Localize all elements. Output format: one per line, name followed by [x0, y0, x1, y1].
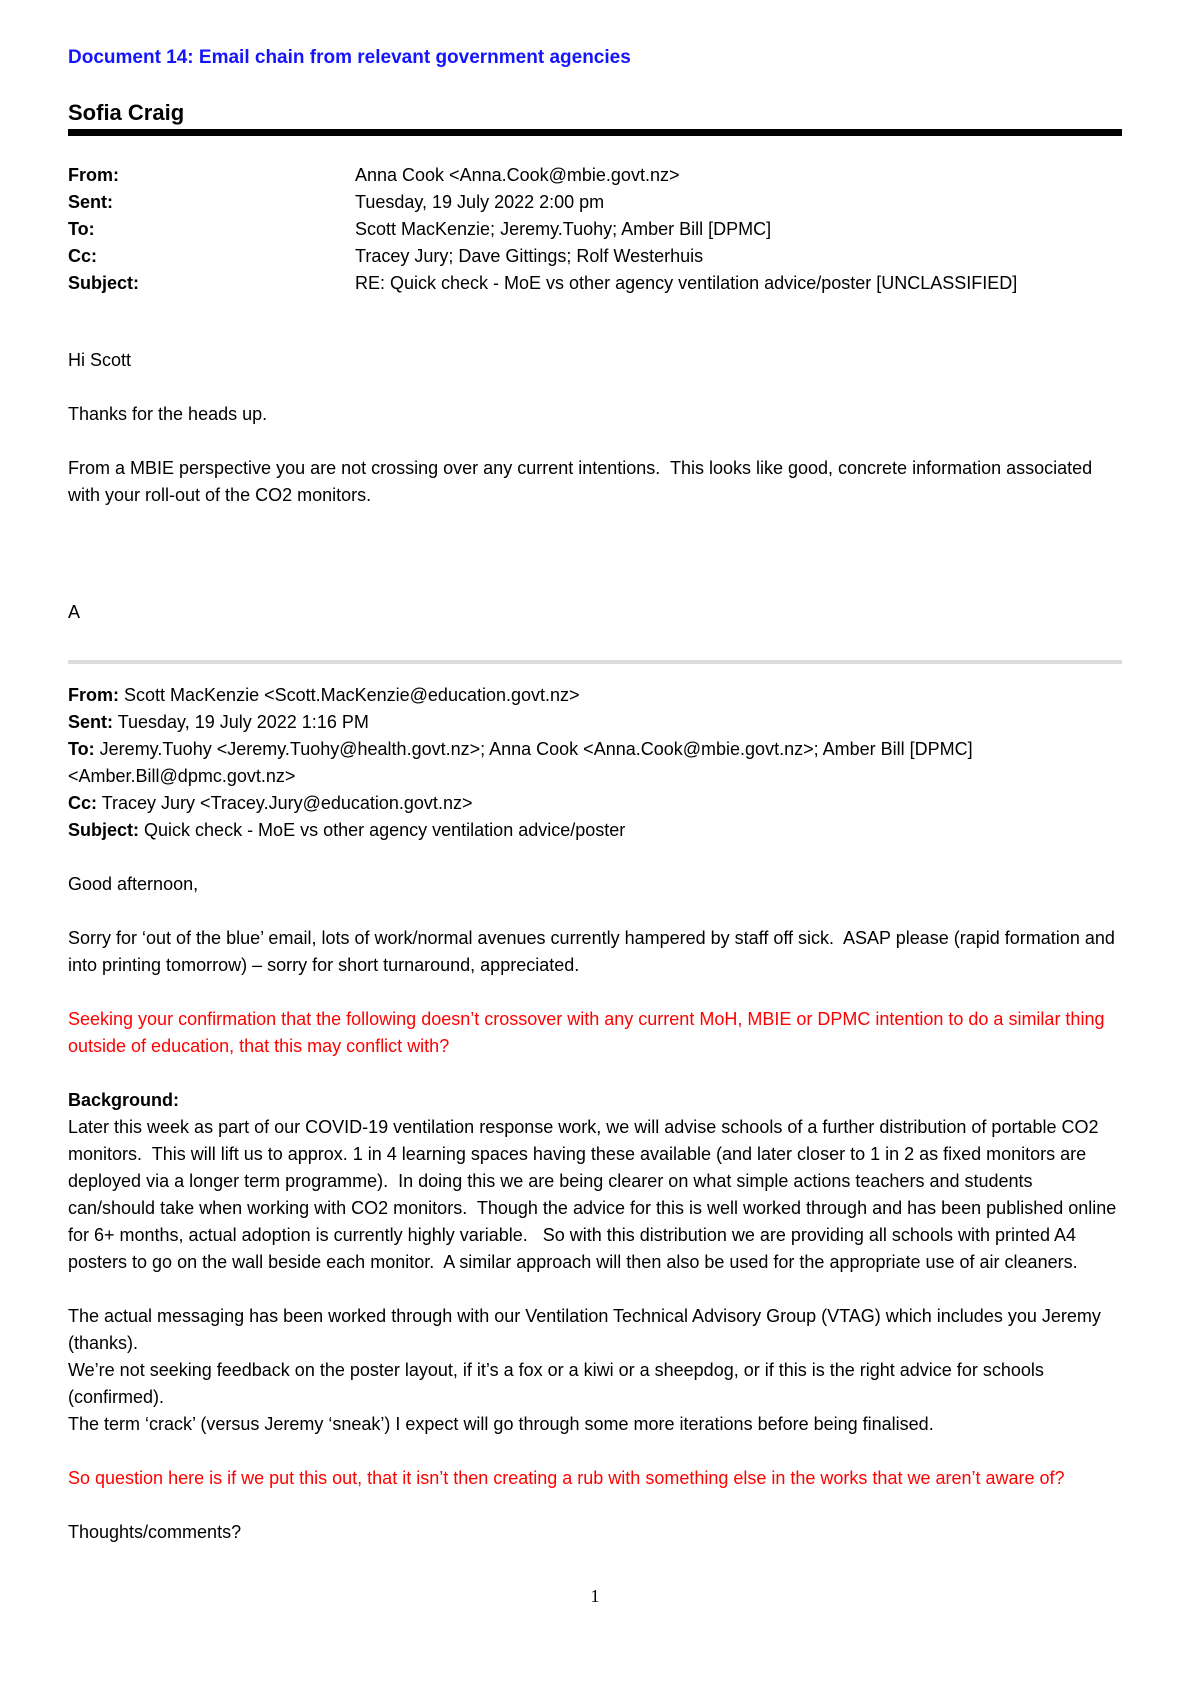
email2-subject-value: Quick check - MoE vs other agency ventilation advice/poster: [144, 820, 626, 840]
email1-para-thanks: Thanks for the heads up.: [68, 404, 268, 424]
email2-para-thoughts: Thoughts/comments?: [68, 1522, 242, 1542]
email1-cc-label: Cc:: [68, 246, 98, 266]
email1-sent-label: Sent:: [68, 192, 113, 212]
email2-from-value: Scott MacKenzie <Scott.MacKenzie@education.govt.nz>: [124, 685, 580, 705]
email1-sent-value: Tuesday, 19 July 2022 2:00 pm: [355, 192, 605, 212]
email2-to-line: [68, 736, 1122, 790]
email2-greeting: Good afternoon,: [68, 874, 199, 894]
email1-subject-label: Subject:: [68, 273, 140, 293]
email1-subject-row: [68, 270, 1122, 297]
document-title: Document 14: Email chain from relevant government agencies: [68, 47, 631, 68]
email2-sent-label: Sent:: [68, 712, 113, 732]
email2-para-crack: The term ‘crack’ (versus Jeremy ‘sneak’) I expect will go through some more iterations before being finalised.: [68, 1414, 934, 1434]
email2-para-seeking: Seeking your confirmation that the following doesn’t crossover with any current MoH, MBIE or DPMC intention to do a similar thing outside of education, that this may conflict with?: [68, 1009, 1110, 1056]
email1-para-mbie: From a MBIE perspective you are not crossing over any current intentions. This looks like good, concrete information associated with your roll-out of the CO2 monitors.: [68, 458, 1098, 505]
email2-from-line: [68, 682, 1122, 709]
email2-cc-label: Cc:: [68, 793, 98, 813]
email1-greeting: Hi Scott: [68, 350, 132, 370]
email2-para-background: Later this week as part of our COVID-19 ventilation response work, we will advise schools of a further distribution of portable CO2 monitors. This will lift us to approx. 1 in 4 learning spaces having these available (and later closer to 1 in 2 as fixed monitors are deployed via a longer term programme). In doing this we are being clearer on what simple actions teachers and students can/should take when working with CO2 monitors. Though the advice for this is well worked through and has been published online for 6+ months, actual adoption is currently highly variable. So with this distribution we are providing all schools with printed A4 posters to go on the wall beside each monitor. A similar approach will then also be used for the appropriate use of air cleaners.: [68, 1117, 1122, 1272]
email1-cc-value: Tracey Jury; Dave Gittings; Rolf Westerhuis: [355, 246, 704, 266]
email1-to-value: Scott MacKenzie; Jeremy.Tuohy; Amber Bill [DPMC]: [355, 219, 772, 239]
email1-cc-row: [68, 243, 1122, 270]
email1-from-value: Anna Cook <Anna.Cook@mbie.govt.nz>: [355, 165, 680, 185]
email2-from-label: From:: [68, 685, 119, 705]
email1-from-row: [68, 162, 1122, 189]
email2-para-feedback: We’re not seeking feedback on the poster layout, if it’s a fox or a kiwi or a sheepdog, or if this is the right advice for schools (confirmed).: [68, 1360, 1049, 1407]
email1-to-row: [68, 216, 1122, 243]
email2-sent-value: Tuesday, 19 July 2022 1:16 PM: [117, 712, 369, 732]
recipient-name-header: Sofia Craig: [68, 101, 1122, 136]
email2-subject-line: [68, 817, 1122, 844]
email2-header-block: [68, 682, 1122, 844]
email2-cc-line: [68, 790, 1122, 817]
page-number: 1: [590, 1586, 600, 1606]
email1-to-label: To:: [68, 219, 95, 239]
email2-cc-value: Tracey Jury <Tracey.Jury@education.govt.nz>: [101, 793, 473, 813]
email2-sent-line: [68, 709, 1122, 736]
email2-background-label: Background:: [68, 1090, 180, 1110]
email2-to-value: Jeremy.Tuohy <Jeremy.Tuohy@health.govt.nz>; Anna Cook <Anna.Cook@mbie.govt.nz>; Amber Bill [DPMC] <Amber.Bill@dpmc.govt.nz>: [68, 739, 978, 786]
email2-para-question: So question here is if we put this out, that it isn’t then creating a rub with something else in the works that we aren’t aware of?: [68, 1468, 1065, 1488]
email1-signoff: A: [68, 602, 81, 622]
email2-to-label: To:: [68, 739, 95, 759]
email2-subject-label: Subject:: [68, 820, 140, 840]
email1-header-block: [68, 162, 1122, 297]
email2-para-sorry: Sorry for ‘out of the blue’ email, lots of work/normal avenues currently hampered by staff off sick. ASAP please (rapid formation and into printing tomorrow) – sorry for short turnaround, appreciated.: [68, 928, 1120, 975]
email1-subject-value: RE: Quick check - MoE vs other agency ventilation advice/poster [UNCLASSIFIED]: [355, 273, 1018, 293]
email1-from-label: From:: [68, 165, 119, 185]
email2-para-vtag: The actual messaging has been worked through with our Ventilation Technical Advisory Group (VTAG) which includes you Jeremy (thanks).: [68, 1306, 1106, 1353]
email-separator-rule: [68, 660, 1122, 664]
email1-sent-row: [68, 189, 1122, 216]
